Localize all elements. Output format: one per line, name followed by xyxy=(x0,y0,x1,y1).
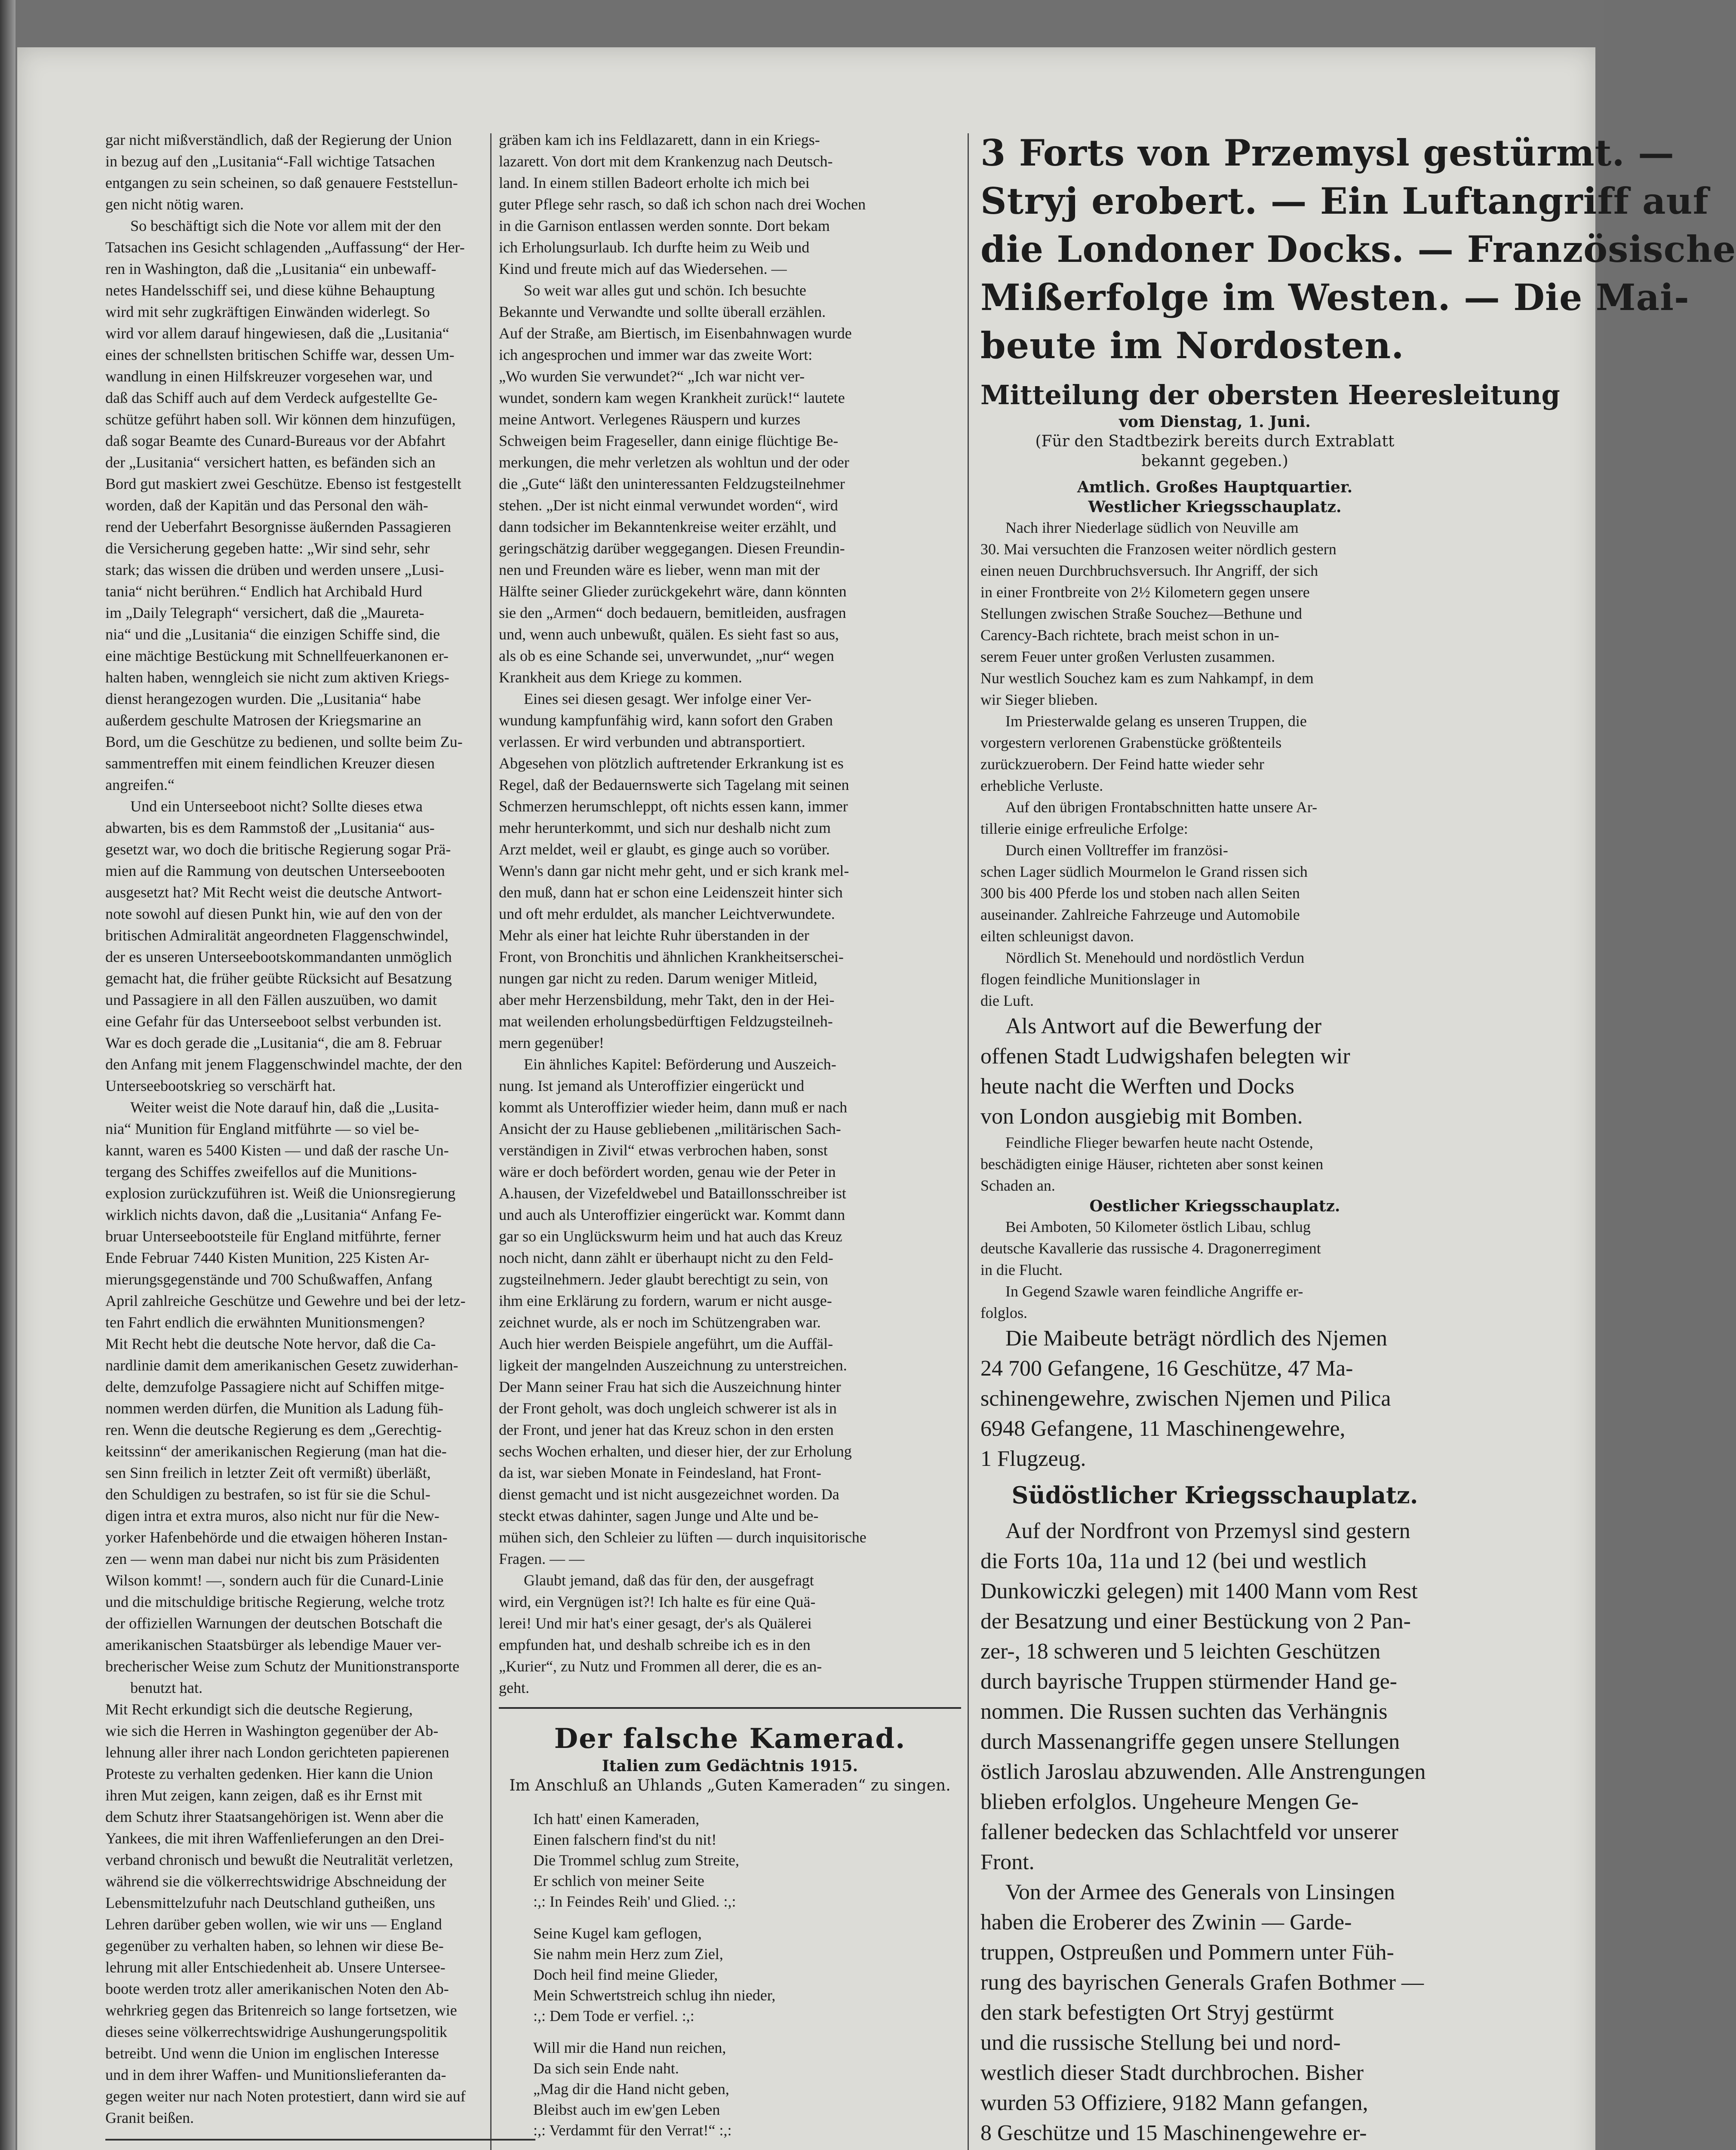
text-line: wirklich nichts davon, daß die „Lusitania“ Anfang Fe- xyxy=(105,1206,442,1223)
text-line: wundet, sondern kam wegen Krankheit zurück!“ lautete xyxy=(499,389,845,406)
text-line: die Luft. xyxy=(980,992,1034,1009)
text-line: „Wo wurden Sie verwundet?“ „Ich war nicht ver- xyxy=(499,368,805,385)
text-line: steckt etwas dahinter, sagen Junge und Alte und be- xyxy=(499,1507,819,1524)
text-line: wir Sieger blieben. xyxy=(980,691,1098,708)
text-line: Kind und freute mich auf das Wiedersehen. — xyxy=(499,260,787,277)
text-line: gegenüber zu verhalten haben, so lehnen wir diese Be- xyxy=(105,1937,444,1954)
text-line: gräben kam ich ins Feldlazarett, dann in ein Kriegs- xyxy=(499,131,820,148)
text-line: explosion zurückzuführen ist. Weiß die Unionsregierung xyxy=(105,1185,456,1202)
text-line: Auf den übrigen Frontabschnitten hatte unsere Ar- xyxy=(1005,799,1318,816)
text-line: Front, von Bronchitis und ähnlichen Krankheitserschei- xyxy=(499,948,844,965)
text-line: Unterseebootskrieg so verschärft hat. xyxy=(105,1077,336,1094)
text-line: eine mächtige Bestückung mit Schnellfeuerkanonen er- xyxy=(105,647,449,664)
text-line: nen und Freunden wäre es lieber, wenn man mit der xyxy=(499,561,820,578)
text-line: Abgesehen von plötzlich auftretender Erkrankung ist es xyxy=(499,755,844,772)
text-line: und die russische Stellung bei und nord- xyxy=(980,2030,1341,2055)
text-line: Auf der Straße, am Biertisch, im Eisenbahnwagen wurde xyxy=(499,325,852,342)
text-line: wird vor allem darauf hingewiesen, daß die „Lusitania“ xyxy=(105,325,449,342)
text-line: entgangen zu sein scheinen, so daß genauere Feststellun- xyxy=(105,174,458,191)
column-2 xyxy=(499,129,961,2150)
text-line: sen Sinn freilich in letzter Zeit oft vermißt) überläßt, xyxy=(105,1464,431,1481)
text-line: dieses seine völkerrechtswidrige Aushungerungspolitik xyxy=(105,2023,447,2040)
text-line: daß das Schiff auch auf dem Verdeck aufgestellte Ge- xyxy=(105,389,438,406)
text-line: von London ausgiebig mit Bomben. xyxy=(980,1104,1303,1129)
text-line: britischen Admiralität angeordneten Flaggenschwindel, xyxy=(105,927,449,944)
text-line: Als Antwort auf die Bewerfung der xyxy=(1005,1014,1322,1038)
text-line: boote werden trotz aller amerikanischen Noten den Ab- xyxy=(105,1980,449,1997)
text-line: der Front, und jener hat das Kreuz schon in den ersten xyxy=(499,1421,834,1438)
text-line: den muß, dann hat er schon eine Leidenszeit hinter sich xyxy=(499,884,843,901)
text-line: abwarten, bis es dem Rammstoß der „Lusitania“ aus- xyxy=(105,819,435,836)
text-line: durch bayrische Truppen stürmender Hand ge- xyxy=(980,1669,1397,1694)
text-line: der Front geholt, was doch ungleich schwerer ist als in xyxy=(499,1400,837,1417)
ludwigshafen-report xyxy=(980,1011,1449,1132)
text-line: lazarett. Von dort mit dem Krankenzug nach Deutsch- xyxy=(499,153,833,170)
text-line: eines der schnellsten britischen Schiffe war, dessen Um- xyxy=(105,346,455,363)
text-line: bekannt gegeben.) xyxy=(1141,452,1288,470)
text-line: dienst herangezogen wurden. Die „Lusitania“ habe xyxy=(105,690,421,707)
text-line: stehen. „Der ist nicht einmal verwundet worden“, wird xyxy=(499,497,838,514)
text-line: Proteste zu verhalten gedenken. Hier kann die Union xyxy=(105,1765,433,1782)
text-line: in die Flucht. xyxy=(980,1261,1063,1278)
text-line: wäre er doch befördert worden, genau wie der Peter in xyxy=(499,1163,836,1180)
text-line: gar nicht mißverständlich, daß der Regierung der Union xyxy=(105,131,452,148)
text-line: Schmerzen herumschleppt, oft nichts essen kann, immer xyxy=(499,798,848,815)
text-line: truppen, Ostpreußen und Pommern unter Füh- xyxy=(980,1940,1394,1965)
text-line: „Kurier“, zu Nutz und Frommen all derer, die es an- xyxy=(499,1658,822,1675)
text-line: während sie die völkerrechtswidrige Abschneidung der xyxy=(105,1873,446,1890)
text-line: die Londoner Docks. — Französische xyxy=(980,228,1736,270)
text-line: 8 Geschütze und 15 Maschinengewehre er- xyxy=(980,2121,1367,2145)
text-line: die Versicherung gegeben hatte: „Wir sind sehr, sehr xyxy=(105,540,430,557)
text-line: mühen sich, den Schleier zu lüften — durch inquisitorische xyxy=(499,1529,866,1546)
text-line: 24 700 Gefangene, 16 Geschütze, 47 Ma- xyxy=(980,1356,1353,1381)
text-line: gegen weiter nur nach Noten protestiert, dann wird sie auf xyxy=(105,2088,466,2105)
text-line: einen neuen Durchbruchsversuch. Ihr Angriff, der sich xyxy=(980,562,1318,579)
text-line: Will mir die Hand nun reichen, xyxy=(533,2039,726,2056)
text-line: Ende Februar 7440 Kisten Munition, 225 Kisten Ar- xyxy=(105,1249,430,1266)
text-line: offenen Stadt Ludwigshafen belegten wir xyxy=(980,1044,1350,1069)
text-line: beute im Nordosten. xyxy=(980,324,1404,367)
ost-report xyxy=(980,1216,1449,1324)
poem-subtitle: Italien zum Gedächtnis 1915. xyxy=(602,1757,858,1775)
text-line: sechs Wochen erhalten, und dieser hier, der zur Erholung xyxy=(499,1443,852,1460)
text-line: Feindliche Flieger bewarfen heute nacht Ostende, xyxy=(1005,1134,1313,1151)
text-line: ihren Mut zeigen, kann zeigen, daß es ihr Ernst mit xyxy=(105,1787,422,1804)
text-line: Die Trommel schlug zum Streite, xyxy=(533,1852,739,1869)
text-line: meine Antwort. Verlegenes Räuspern und kurzes xyxy=(499,411,801,428)
text-line: der offiziellen Warnungen der deutschen Botschaft die xyxy=(105,1615,442,1632)
text-line: keitssinn“ der amerikanischen Regierung (man hat die- xyxy=(105,1443,447,1460)
maibeute-report xyxy=(980,1324,1449,1474)
text-line: lehnung aller ihrer nach London gerichteten papierenen xyxy=(105,1744,449,1761)
text-line: Durch einen Volltreffer im französi- xyxy=(1005,842,1228,859)
text-line: flogen feindliche Munitionslager in xyxy=(980,971,1200,988)
text-line: in einer Frontbreite von 2½ Kilometern gegen unsere xyxy=(980,584,1310,601)
text-line: Stryj erobert. — Ein Luftangriff auf xyxy=(980,180,1709,222)
text-line: War es doch gerade die „Lusitania“, die am 8. Februar xyxy=(105,1034,442,1051)
text-line: Stellungen zwischen Straße Souchez—Bethune und xyxy=(980,605,1302,622)
text-line: folglos. xyxy=(980,1304,1028,1321)
text-line: 6948 Gefangene, 11 Maschinengewehre, xyxy=(980,1416,1346,1441)
text-line: Wilson kommt! —, sondern auch für die Cunard-Linie xyxy=(105,1572,444,1589)
text-line: den stark befestigten Ort Stryj gestürmt xyxy=(980,2000,1334,2025)
text-line: schen Lager südlich Mourmelon le Grand rissen sich xyxy=(980,863,1308,880)
text-line: und die mitschuldige britische Regierung, welche trotz xyxy=(105,1593,445,1610)
text-line: dem Schutz ihrer Staatsangehörigen ist. Wenn aber die xyxy=(105,1808,444,1825)
west-title: Westlicher Kriegsschauplatz. xyxy=(1088,498,1342,516)
text-line: Bord, um die Geschütze zu bedienen, und sollte beim Zu- xyxy=(105,733,463,750)
text-line: Regel, daß der Bedauernswerte sich Tagelang mit seinen xyxy=(499,776,849,793)
text-line: 30. Mai versuchten die Franzosen weiter nördlich gestern xyxy=(980,541,1337,558)
report-subhead: Mitteilung der obersten Heeresleitung xyxy=(980,379,1560,411)
text-line: gar so ein Unglückswurm heim und hat auch das Kreuz xyxy=(499,1228,842,1245)
text-line: noch nicht, dann zählt er überhaupt nicht zu den Feld- xyxy=(499,1249,833,1266)
text-line: geringschätzig darüber weggegangen. Diesen Freundin- xyxy=(499,540,845,557)
flieger-report xyxy=(980,1132,1449,1196)
text-line: geht. xyxy=(499,1679,529,1696)
text-line: ihm eine Erklärung zu fordern, warum er nicht ausge- xyxy=(499,1292,832,1309)
text-line: fallener bedecken das Schlachtfeld vor unserer xyxy=(980,1820,1398,1844)
poem-stanza-2 xyxy=(533,1923,961,2026)
text-line xyxy=(980,2148,1449,2150)
text-line: Von der Armee des Generals von Linsingen xyxy=(1005,1880,1395,1904)
text-line: In Gegend Szawle waren feindliche Angriffe er- xyxy=(1005,1283,1303,1300)
column-rule-2 xyxy=(968,133,969,2150)
text-line: wie sich die Herren in Washington gegenüber der Ab- xyxy=(105,1722,439,1739)
text-line: benutzt hat. xyxy=(130,1679,203,1696)
text-line: in bezug auf den „Lusitania“-Fall wichtige Tatsachen xyxy=(105,153,435,170)
text-line: kannt, waren es 5400 Kisten — und daß der rasche Un- xyxy=(105,1142,449,1159)
text-line: zer-, 18 schweren und 5 leichten Geschützen xyxy=(980,1639,1381,1664)
text-line: Lehren darüber geben wollen, wie wir uns — England xyxy=(105,1916,442,1933)
text-line: ren in Washington, daß die „Lusitania“ ein unbewaff- xyxy=(105,260,436,277)
text-line: mat weilenden erholungsbedürftigen Feldzugsteilneh- xyxy=(499,1013,833,1030)
text-line: wundung kampfunfähig wird, kann sofort den Graben xyxy=(499,712,833,729)
poem-box xyxy=(499,1707,961,2150)
text-line: merkungen, die mehr verletzen als wohltun und der oder xyxy=(499,454,849,471)
text-line: Arzt meldet, weil er glaubt, es ginge auch so vorüber. xyxy=(499,841,830,858)
text-line: ten Fahrt endlich die erwähnten Munitionsmengen? xyxy=(105,1314,425,1331)
text-line: nung. Ist jemand als Unteroffizier eingerückt und xyxy=(499,1077,805,1094)
text-line: nungen gar nicht zu reden. Darum weniger Mitleid, xyxy=(499,970,817,987)
text-line: zugsteilnehmern. Jeder glaubt berechtigt zu sein, von xyxy=(499,1271,828,1288)
text-line: blieben erfolglos. Ungeheure Mengen Ge- xyxy=(980,1790,1359,1814)
text-line: verband chronisch und bewußt die Neutralität verletzen, xyxy=(105,1851,453,1868)
text-line: westlich dieser Stadt durchbrochen. Bisher xyxy=(980,2061,1364,2085)
text-line: mierungsgegenstände und 700 Schußwaffen, Anfang xyxy=(105,1271,433,1288)
text-line: Nördlich St. Menehould und nordöstlich Verdun xyxy=(1005,949,1305,966)
text-line: gen nicht nötig waren. xyxy=(105,196,244,213)
text-line: östlich Jaroslau abzuwenden. Alle Anstrengungen xyxy=(980,1760,1426,1784)
text-line: zeichnet wurde, als er noch im Schützengraben war. xyxy=(499,1314,821,1331)
text-line: als ob es eine Schande sei, unverwundet, „nur“ wegen xyxy=(499,647,834,664)
text-line: Glaubt jemand, daß das für den, der ausgefragt xyxy=(524,1572,814,1589)
text-line: A.hausen, der Vizefeldwebel und Bataillonsschreiber ist xyxy=(499,1185,846,1202)
text-line: Mein Schwertstreich schlug ihn nieder, xyxy=(533,1987,776,2004)
text-line: eine Gefahr für das Unterseeboot selbst verbunden ist. xyxy=(105,1013,442,1030)
text-line: Auf der Nordfront von Przemysl sind gestern xyxy=(1005,1519,1410,1543)
adjacent-page-edge xyxy=(0,0,15,2150)
text-line: zen — wenn man dabei nur nicht bis zum Präsidenten xyxy=(105,1550,439,1567)
text-line: rung des bayrischen Generals Grafen Bothmer — xyxy=(980,1970,1424,1995)
text-line: erhebliche Verluste. xyxy=(980,777,1103,794)
text-line: die Forts 10a, 11a und 12 (bei und westlich xyxy=(980,1549,1367,1573)
text-line: halten haben, wenngleich sie nicht zum aktiven Kriegs- xyxy=(105,669,449,686)
text-line: worden, daß der Kapitän und das Personal den wäh- xyxy=(105,497,428,514)
text-line: wurden 53 Offiziere, 9182 Mann gefangen, xyxy=(980,2091,1368,2115)
text-line: rend der Ueberfahrt Besorgnisse äußernden Passagieren xyxy=(105,518,452,535)
text-line: Schaden an. xyxy=(980,1177,1055,1194)
text-line: tillerie einige erfreuliche Erfolge: xyxy=(980,820,1188,837)
ost-title-wrap xyxy=(980,1196,1449,1216)
text-line: wehrkrieg gegen das Britenreich so lange fortsetzen, wie xyxy=(105,2002,457,2019)
text-line: Bleibst auch im ew'gen Leben xyxy=(533,2101,720,2118)
poem-title: Der falsche Kamerad. xyxy=(554,1723,906,1755)
text-line: Weiter weist die Note darauf hin, daß die „Lusita- xyxy=(130,1099,439,1116)
poem-note: Im Anschluß an Uhlands „Guten Kameraden“ zu singen. xyxy=(509,1777,951,1794)
text-line: kommt als Unteroffizier wieder heim, dann muß er nach xyxy=(499,1099,848,1116)
text-line: Dunkowiczki gelegen) mit 1400 Mann vom Rest xyxy=(980,1579,1418,1603)
text-line: Doch heil find meine Glieder, xyxy=(533,1966,718,1983)
text-line: Nur westlich Souchez kam es zum Nahkampf, in dem xyxy=(980,670,1314,687)
text-line: amerikanischen Staatsbürger als lebendige Mauer ver- xyxy=(105,1636,442,1653)
text-line: und in dem ihrer Waffen- und Munitionslieferanten da- xyxy=(105,2066,446,2083)
ost-title: Oestlicher Kriegsschauplatz. xyxy=(1089,1197,1340,1215)
text-line: Und ein Unterseeboot nicht? Sollte dieses etwa xyxy=(130,798,423,815)
text-line: April zahlreiche Geschütze und Gewehre und bei der letz- xyxy=(105,1292,466,1309)
text-line: mien auf die Rammung von deutschen Unterseebooten xyxy=(105,862,445,879)
text-line: digen intra et extra muros, also nicht nur für die New- xyxy=(105,1507,439,1524)
text-line: 300 bis 400 Pferde los und stoben nach allen Seiten xyxy=(980,885,1300,902)
text-line: „Mag dir die Hand nicht geben, xyxy=(533,2080,729,2098)
text-line: der Besatzung und einer Bestückung von 2 Pan- xyxy=(980,1609,1411,1634)
text-line: aber mehr Herzensbildung, mehr Takt, den in der Hei- xyxy=(499,991,835,1008)
text-line: Eines sei diesen gesagt. Wer infolge einer Ver- xyxy=(524,690,811,707)
text-line: So beschäftigt sich die Note vor allem mit der den xyxy=(130,217,441,234)
text-line: brecherischer Weise zum Schutz der Munitionstransporte xyxy=(105,1658,460,1675)
text-line: So weit war alles gut und schön. Ich besuchte xyxy=(524,282,806,299)
text-line: deutsche Kavallerie das russische 4. Dragonerregiment xyxy=(980,1240,1321,1257)
text-line: netes Handelsschiff sei, und diese kühne Behauptung xyxy=(105,282,435,299)
text-line: nia“ Munition für England mitführte — so viel be- xyxy=(105,1120,419,1137)
sued-title: Südöstlicher Kriegsschauplatz. xyxy=(1011,1481,1418,1509)
text-line: stark; das wissen die drüben und werden unsere „Lusi- xyxy=(105,561,444,578)
text-line: Bei Amboten, 50 Kilometer östlich Libau, schlug xyxy=(1005,1218,1311,1235)
text-line: :,: Verdammt für den Verrat!“ :,: xyxy=(533,2122,732,2139)
note-article-body xyxy=(105,129,535,2128)
text-line: vorgestern verlorenen Grabenstücke größtenteils xyxy=(980,734,1282,751)
text-line: :,: In Feindes Reih' und Glied. :,: xyxy=(533,1893,736,1910)
text-line: Bekannte und Verwandte und sollte überall erzählen. xyxy=(499,303,826,320)
text-line: Sie nahm mein Herz zum Ziel, xyxy=(533,1945,723,1963)
text-line: :,: Dem Tode er verfiel. :,: xyxy=(533,2007,694,2024)
newspaper-page xyxy=(17,47,1736,2150)
section-divider xyxy=(105,2139,535,2141)
text-line: Mißerfolge im Westen. — Die Mai- xyxy=(980,276,1690,319)
text-line: heute nacht die Werften und Docks xyxy=(980,1074,1294,1099)
text-line: und Passagiere in all den Fällen auszuüben, wo damit xyxy=(105,991,437,1008)
text-line: beschädigten einige Häuser, richteten aber sonst keinen xyxy=(980,1155,1324,1173)
text-line: Carency-Bach richtete, brach meist schon in un- xyxy=(980,627,1279,644)
text-line: Yankees, die mit ihren Waffenlieferungen an den Drei- xyxy=(105,1830,444,1847)
text-line: (Für den Stadtbezirk bereits durch Extrablatt xyxy=(1035,433,1395,450)
text-line: empfunden hat, und deshalb schreibe ich es in den xyxy=(499,1636,811,1653)
text-line: auseinander. Zahlreiche Fahrzeuge und Automobile xyxy=(980,906,1300,923)
report-official: Amtlich. Großes Hauptquartier. xyxy=(1077,478,1353,496)
text-line: Krankheit aus dem Kriege zu kommen. xyxy=(499,669,742,686)
text-line: zurückzuerobern. Der Feind hatte wieder sehr xyxy=(980,756,1264,773)
text-line: nardlinie damit dem amerikanischen Gesetz zuwiderhan- xyxy=(105,1357,458,1374)
text-line: ausgesetzt hat? Mit Recht weist die deutsche Antwort- xyxy=(105,884,442,901)
text-line: ligkeit der mangelnden Auszeichnung zu unterstreichen. xyxy=(499,1357,847,1374)
text-line: Wenn's dann gar nicht mehr geht, und er sich krank mel- xyxy=(499,862,849,879)
poem-body xyxy=(499,1809,961,2141)
text-line: Ansicht der zu Hause gebliebenen „militärischen Sach- xyxy=(499,1120,841,1137)
text-line: Granit beißen. xyxy=(105,2109,194,2126)
text-line: gemacht hat, die früher geübte Rücksicht auf Besatzung xyxy=(105,970,452,987)
west-report xyxy=(980,517,1449,1011)
text-line: Fragen. — — xyxy=(499,1550,584,1567)
text-line: Im Priesterwalde gelang es unseren Truppen, die xyxy=(1005,713,1307,730)
text-line: Er schlich von meiner Seite xyxy=(533,1872,704,1889)
text-line: Front. xyxy=(980,1850,1035,1874)
text-line: die „Gute“ läßt den uninteressanten Feldzugsteilnehmer xyxy=(499,475,845,492)
text-line: sammentreffen mit einem feindlichen Kreuzer diesen xyxy=(105,755,435,772)
text-line: Tatsachen ins Gesicht schlagenden „Auffassung“ der Her- xyxy=(105,239,465,256)
text-line: Einen falschern find'st du nit! xyxy=(533,1831,717,1848)
text-line: der „Lusitania“ versichert hatten, es befänden sich an xyxy=(105,454,436,471)
text-line: Mit Recht erkundigt sich die deutsche Regierung, xyxy=(105,1701,413,1718)
text-line: mern gegenüber! xyxy=(499,1034,604,1051)
text-line: eilten schleunigst davon. xyxy=(980,928,1134,945)
text-line: lerei! Und mir hat's einer gesagt, der's als Quälerei xyxy=(499,1615,812,1632)
erholungsurlaub-continued xyxy=(499,129,961,1698)
text-line: wird, ein Vergnügen ist?! Ich halte es für eine Quä- xyxy=(499,1593,816,1610)
report-note xyxy=(980,432,1449,471)
text-line: betreibt. Und wenn die Union im englischen Interesse xyxy=(105,2045,439,2062)
text-line: und oft mehr erduldet, als mancher Leichtverwundete. xyxy=(499,905,835,922)
text-line: lehrung mit aller Entschiedenheit ab. Unsere Untersee- xyxy=(105,1959,446,1976)
text-line: Mehr als einer hat leichte Ruhr überstanden in der xyxy=(499,927,809,944)
text-line: und, wenn auch unbewußt, quälen. Es sieht fast so aus, xyxy=(499,626,839,643)
text-line: nia“ und die „Lusitania“ die einzigen Schiffe sind, die xyxy=(105,626,440,643)
text-line: ich Erholungsurlaub. Ich durfte heim zu Weib und xyxy=(499,239,810,256)
text-line: delte, demzufolge Passagiere nicht auf Schiffen mitge- xyxy=(105,1378,445,1395)
text-line: den Anfang mit jenem Flaggenschwindel machte, der den xyxy=(105,1056,462,1073)
text-line: Der Mann seiner Frau hat sich die Auszeichnung hinter xyxy=(499,1378,841,1395)
text-line: Bord gut maskiert zwei Geschütze. Ebenso ist festgestellt xyxy=(105,475,461,492)
text-line: guter Pflege sehr rasch, so daß ich schon nach drei Wochen xyxy=(499,196,866,213)
column-1 xyxy=(105,129,535,2150)
report-dateline: vom Dienstag, 1. Juni. xyxy=(1119,413,1311,431)
text-line: nommen. Die Russen suchten das Verhängnis xyxy=(980,1699,1388,1724)
text-line: Die Maibeute beträgt nördlich des Njemen xyxy=(1005,1326,1388,1351)
text-line: verständigen in Zivil“ etwas verbrochen haben, sonst xyxy=(499,1142,828,1159)
text-line: Ich hatt' einen Kameraden, xyxy=(533,1810,700,1828)
text-line: sie den „Armen“ doch bedauern, bemitleiden, ausfragen xyxy=(499,604,846,621)
text-line: bruar Unterseebootsteile für England mitführte, ferner xyxy=(105,1228,441,1245)
text-line: Hälfte seiner Glieder zurückgekehrt wäre, dann könnten xyxy=(499,583,847,600)
text-line: im „Daily Telegraph“ versichert, daß die „Maureta- xyxy=(105,604,424,621)
text-line: mehr herunterkommt, und sich nur deshalb nicht zum xyxy=(499,819,831,836)
text-line: tania“ nicht berühren.“ Endlich hat Archibald Hurd xyxy=(105,583,422,600)
text-line: durch Massenangriffe gegen unsere Stellungen xyxy=(980,1729,1400,1754)
text-line: wandlung in einen Hilfskreuzer vorgesehen war, und xyxy=(105,368,433,385)
text-line: ren. Wenn die deutsche Regierung es dem „Gerechtig- xyxy=(105,1421,442,1438)
text-line: tergang des Schiffes zweifellos auf die Munitions- xyxy=(105,1163,417,1180)
text-line: in die Garnison entlassen werden sonnte. Dort bekam xyxy=(499,217,830,234)
text-line: Auch hier werden Beispiele angeführt, um die Auffäl- xyxy=(499,1335,833,1352)
text-line: Mit Recht hebt die deutsche Note hervor, daß die Ca- xyxy=(105,1335,436,1352)
text-line: Lebensmittelzufuhr nach Deutschland gutheißen, uns xyxy=(105,1894,435,1911)
poem-stanza-3 xyxy=(533,2037,961,2141)
text-line: Nach ihrer Niederlage südlich von Neuville am xyxy=(1005,519,1299,536)
text-line: der es unseren Unterseebootskommandanten unmöglich xyxy=(105,948,452,965)
text-line: nommen werden dürfen, die Munition als Ladung füh- xyxy=(105,1400,443,1417)
text-line: gesetzt war, wo doch die britische Regierung sogar Prä- xyxy=(105,841,451,858)
sued-report xyxy=(980,1516,1449,2150)
war-report-headline xyxy=(980,129,1736,370)
text-line: wird mit sehr zugkräftigen Einwänden widerlegt. So xyxy=(105,303,430,320)
text-line: angreifen.“ xyxy=(105,776,175,793)
text-line: schütze geführt haben soll. Wir können dem hinzufügen, xyxy=(105,411,456,428)
text-line: schinengewehre, zwischen Njemen und Pilica xyxy=(980,1386,1391,1411)
text-line: dienst gemacht und ist nicht ausgezeichnet worden. Da xyxy=(499,1486,839,1503)
text-line: den Schuldigen zu bestrafen, so ist für sie die Schul- xyxy=(105,1486,430,1503)
poem-stanza-1 xyxy=(533,1809,961,1912)
text-line: Ein ähnliches Kapitel: Beförderung und Auszeich- xyxy=(524,1056,836,1073)
text-line: verlassen. Er wird verbunden und abtransportiert. xyxy=(499,733,805,750)
text-line: note sowohl auf diesen Punkt hin, wie auf den von der xyxy=(105,905,442,922)
text-line: dann todsicher im Bekanntenkreise weiter erzählt, und xyxy=(499,518,836,535)
text-line: 1 Flugzeug. xyxy=(980,1447,1086,1471)
text-line: und auch als Unteroffizier eingerückt war. Kommt dann xyxy=(499,1206,845,1223)
text-line: serem Feuer unter großen Verlusten zusammen. xyxy=(980,648,1275,665)
text-line: daß sogar Beamte des Cunard-Bureaus vor der Abfahrt xyxy=(105,432,446,449)
report-meta xyxy=(980,412,1449,517)
text-line: yorker Hafenbehörde und die etwaigen höheren Instan- xyxy=(105,1529,448,1546)
text-line: 3 Forts von Przemysl gestürmt. — xyxy=(980,132,1675,174)
text-line: da ist, war sieben Monate in Feindesland, hat Front- xyxy=(499,1464,821,1481)
column-3 xyxy=(980,129,1736,2150)
text-line: Da sich sein Ende naht. xyxy=(533,2060,679,2077)
text-line: haben die Eroberer des Zwinin — Garde- xyxy=(980,1910,1352,1935)
text-line: land. In einem stillen Badeort erholte ich mich bei xyxy=(499,174,810,191)
text-line: Schweigen beim Frageseller, dann einige flüchtige Be- xyxy=(499,432,839,449)
poem-header xyxy=(499,1756,961,1796)
text-line: außerdem geschulte Matrosen der Kriegsmarine an xyxy=(105,712,421,729)
text-line: ich angesprochen und immer war das zweite Wort: xyxy=(499,346,813,363)
text-line: Seine Kugel kam geflogen, xyxy=(533,1925,702,1942)
